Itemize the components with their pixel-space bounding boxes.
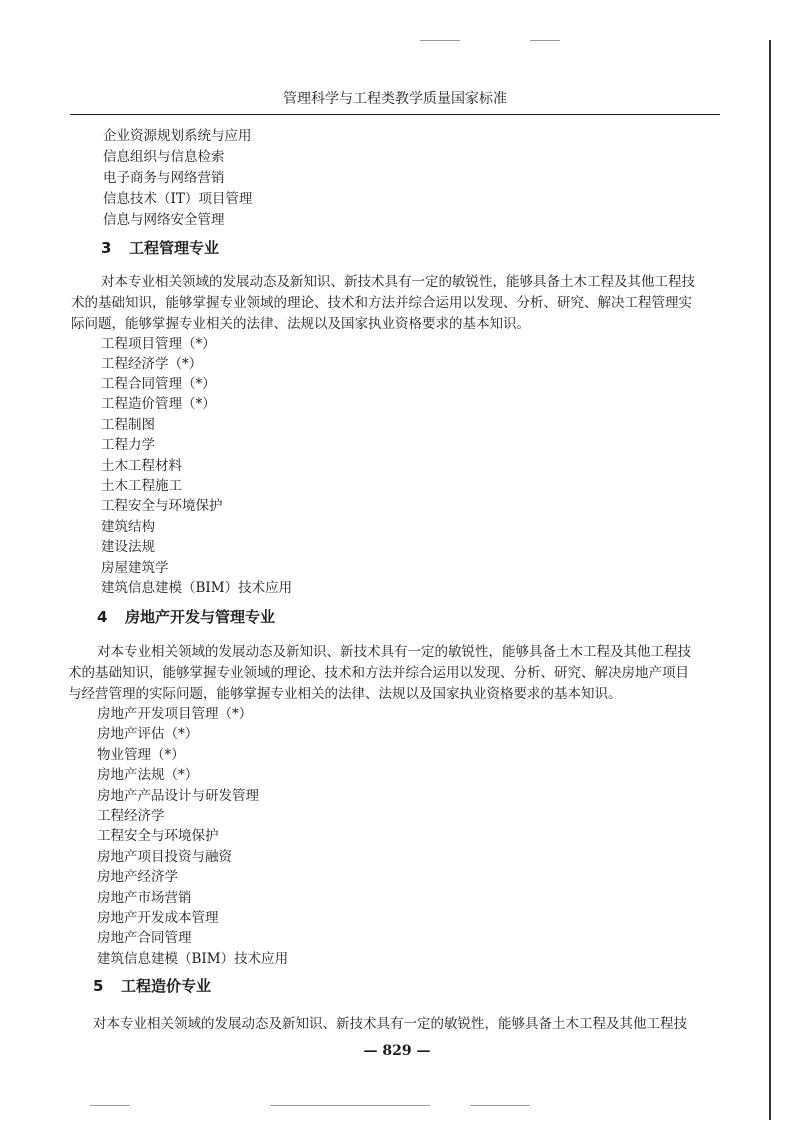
paragraph-line: 术的基础知识，能够掌握专业领域的理论、技术和方法并综合运用以发现、分析、研究、解决工程管理实 [71,295,692,311]
section-heading [101,237,219,258]
section-title: 工程造价专业 [121,977,212,995]
list-item: 信息与网络安全管理 [103,212,225,228]
page-number: — 829 — [363,1043,431,1059]
list-item: 企业资源规划系统与应用 [103,128,252,144]
course-item: 工程力学 [101,437,155,453]
course-item: 建筑信息建模（BIM）技术应用 [97,951,289,967]
paragraph-line: 术的基础知识，能够掌握专业领域的理论、技术和方法并综合运用以发现、分析、研究、解决房地产项目 [68,665,689,681]
course-item: 房地产产品设计与研发管理 [97,788,259,804]
scan-speck [270,1105,430,1106]
course-item: 工程项目管理（*） [101,336,216,352]
course-item: 建筑结构 [101,519,155,535]
paragraph-line: 对本专业相关领域的发展动态及新知识、新技术具有一定的敏锐性，能够具备土木工程及其他工程技 [101,274,695,290]
course-item: 房地产项目投资与融资 [97,849,232,865]
paragraph-line: 对本专业相关领域的发展动态及新知识、新技术具有一定的敏锐性，能够具备土木工程及其他工程技 [97,644,691,660]
list-item: 信息技术（IT）项目管理 [103,191,253,207]
course-item: 房地产合同管理 [97,930,192,946]
course-item: 工程经济学 [97,808,165,824]
course-item: 工程合同管理（*） [101,376,216,392]
section-number: 4 [97,608,108,626]
section-title: 房地产开发与管理专业 [125,608,276,626]
course-item: 工程经济学（*） [101,356,203,372]
course-item: 工程造价管理（*） [101,396,216,412]
paragraph-line: 际问题，能够掌握专业相关的法律、法规以及国家执业资格要求的基本知识。 [71,316,530,332]
running-header: 管理科学与工程类教学质量国家标准 [283,91,507,107]
course-item: 房地产法规（*） [97,767,199,783]
course-item: 房屋建筑学 [101,560,169,576]
scan-speck [530,40,560,41]
list-item: 信息组织与信息检索 [103,149,225,165]
course-item: 房地产评估（*） [97,726,199,742]
course-item: 房地产开发成本管理 [97,910,219,926]
section-number: 3 [101,239,112,257]
scan-edge-line [769,40,771,1120]
header-rule [70,114,720,115]
course-item: 房地产市场营销 [97,890,192,906]
course-item: 土木工程材料 [101,458,182,474]
course-item: 工程安全与环境保护 [97,828,219,844]
section-heading [97,606,275,627]
scan-speck [420,40,460,41]
paragraph-line: 与经营管理的实际问题，能够掌握专业相关的法律、法规以及国家执业资格要求的基本知识。 [68,686,622,702]
course-item: 物业管理（*） [97,747,185,763]
course-item: 土木工程施工 [101,478,182,494]
scan-speck [90,1105,130,1106]
course-item: 房地产开发项目管理（*） [97,706,253,722]
section-title: 工程管理专业 [129,239,220,257]
course-item: 工程安全与环境保护 [101,498,223,514]
course-item: 房地产经济学 [97,869,178,885]
scan-speck [470,1105,530,1106]
course-item: 建筑信息建模（BIM）技术应用 [101,580,293,596]
list-item: 电子商务与网络营销 [103,170,225,186]
section-heading [93,975,211,996]
paragraph-line: 对本专业相关领域的发展动态及新知识、新技术具有一定的敏锐性，能够具备土木工程及其他工程技 [93,1016,687,1032]
course-item: 建设法规 [101,539,155,555]
section-number: 5 [93,977,104,995]
course-item: 工程制图 [101,417,155,433]
